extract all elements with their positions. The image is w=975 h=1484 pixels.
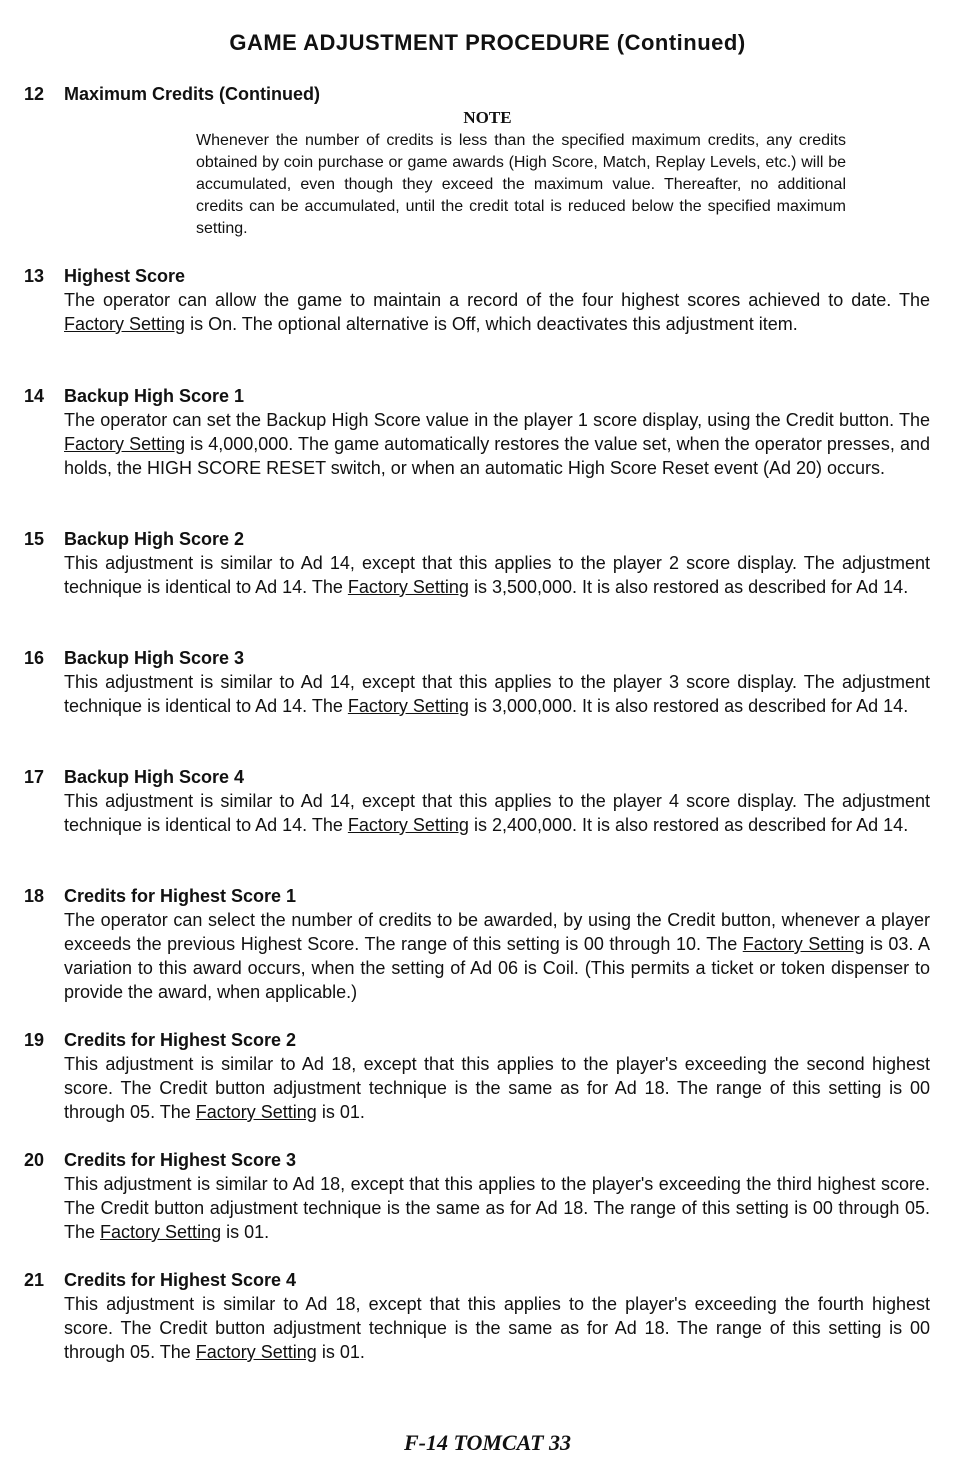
section-20-text [64,1172,930,1244]
section-15-heading [24,529,244,550]
text-run: This adjustment is similar to Ad 18, except that this applies to the player's exceeding the third highest score. The Credit button adjustment technique is the same as for Ad 18. The range of this setting is 00 through 05. The [64,1174,930,1242]
section-13-text [64,288,930,336]
section-17-heading [24,767,244,788]
section-13-heading [24,266,185,287]
section-title: Credits for Highest Score 1 [64,886,297,906]
factory-setting-term: Factory Setting [64,434,186,454]
factory-setting-term: Factory Setting [347,696,469,716]
note-title: NOTE [463,108,512,127]
text-run: This adjustment is similar to Ad 18, except that this applies to the player's exceeding the fourth highest score. The Credit button adjustment technique is the same as for Ad 18. The range of this setting is 00 through 05. The [64,1294,930,1362]
section-title: Credits for Highest Score 3 [64,1150,297,1170]
section-21-text [64,1292,930,1364]
section-18-text [64,908,930,1004]
text-run: is 01. [316,1342,365,1362]
section-number: 20 [24,1150,45,1170]
section-number: 19 [24,1030,45,1050]
section-number: 15 [24,529,45,549]
section-title: Maximum Credits (Continued) [64,84,321,104]
factory-setting-term: Factory Setting [347,815,469,835]
text-run: The operator can select the number of credits to be awarded, by using the Credit button, whenever a player exceeds the previous Highest Score. The range of this setting is 00 through 10. The [64,910,930,954]
text-run: is 4,000,000. The game automatically restores the value set, when the operator presses, and holds, the HIGH SCORE RESET switch, or when an automatic High Score Reset event (Ad 20) occurs. [64,434,930,478]
section-15-text [64,551,930,599]
factory-setting-term: Factory Setting [347,577,469,597]
factory-setting-term: Factory Setting [100,1222,222,1242]
note-text: Whenever the number of credits is less than the specified maximum credits, any credits obtained by coin purchase or game awards (High Score, Match, Replay Levels, etc.) will be accumulated, even though they exceed the maximum value. Thereafter, no additional credits can be accumulated, until the credit total is reduced below the specified maximum setting. [196,132,846,237]
section-number: 13 [24,266,45,286]
section-title: Backup High Score 1 [64,386,245,406]
section-20-heading [24,1150,296,1171]
text-run: is 01. [221,1222,270,1242]
text-run: The operator can set the Backup High Score value in the player 1 score display, using the Credit button. The [64,410,930,430]
section-title: Backup High Score 2 [64,529,245,549]
section-18-heading [24,886,296,907]
text-run: is 01. [316,1102,365,1122]
section-16-heading [24,648,244,669]
section-number: 21 [24,1270,45,1290]
text-run: is 3,500,000. It is also restored as described for Ad 14. [468,577,909,597]
factory-setting-term: Factory Setting [742,934,865,954]
page-footer: F-14 TOMCAT 33 [403,1430,572,1455]
section-19-text [64,1052,930,1124]
section-14-text [64,408,930,480]
text-run: is 03. A variation to this award occurs, when the setting of Ad 06 is Coil. (This permits a ticket or token dispenser to provide the award, when applicable.) [64,934,930,1002]
text-run: is On. The optional alternative is Off, which deactivates this adjustment item. [185,314,798,334]
text-run: This adjustment is similar to Ad 14, except that this applies to the player 4 score display. The adjustment technique is identical to Ad 14. The [64,791,930,835]
section-title: Backup High Score 3 [64,648,245,668]
section-title: Highest Score [64,266,186,286]
section-12-heading [24,84,320,105]
text-run: is 3,000,000. It is also restored as described for Ad 14. [468,696,909,716]
section-17-text [64,789,930,837]
text-run: This adjustment is similar to Ad 18, except that this applies to the player's exceeding the second highest score. The Credit button adjustment technique is the same as for Ad 18. The range of this setting is 00 through 05. The [64,1054,930,1122]
section-21-heading [24,1270,296,1291]
text-run: This adjustment is similar to Ad 14, except that this applies to the player 2 score display. The adjustment technique is identical to Ad 14. The [64,553,930,597]
section-19-heading [24,1030,296,1051]
text-run: This adjustment is similar to Ad 14, except that this applies to the player 3 score display. The adjustment technique is identical to Ad 14. The [64,672,930,716]
section-number: 16 [24,648,45,668]
factory-setting-term: Factory Setting [195,1102,317,1122]
text-run: is 2,400,000. It is also restored as described for Ad 14. [468,815,909,835]
factory-setting-term: Factory Setting [195,1342,317,1362]
section-title: Credits for Highest Score 4 [64,1270,297,1290]
section-number: 18 [24,886,45,906]
text-run: The operator can allow the game to maintain a record of the four highest scores achieved to date. The [64,290,930,310]
section-16-text [64,670,930,718]
section-number: 17 [24,767,45,787]
section-title: Backup High Score 4 [64,767,245,787]
section-number: 14 [24,386,45,406]
factory-setting-term: Factory Setting [64,314,186,334]
section-number: 12 [24,84,45,104]
section-14-heading [24,386,244,407]
section-title: Credits for Highest Score 2 [64,1030,297,1050]
page-title: GAME ADJUSTMENT PROCEDURE (Continued) [229,30,746,55]
